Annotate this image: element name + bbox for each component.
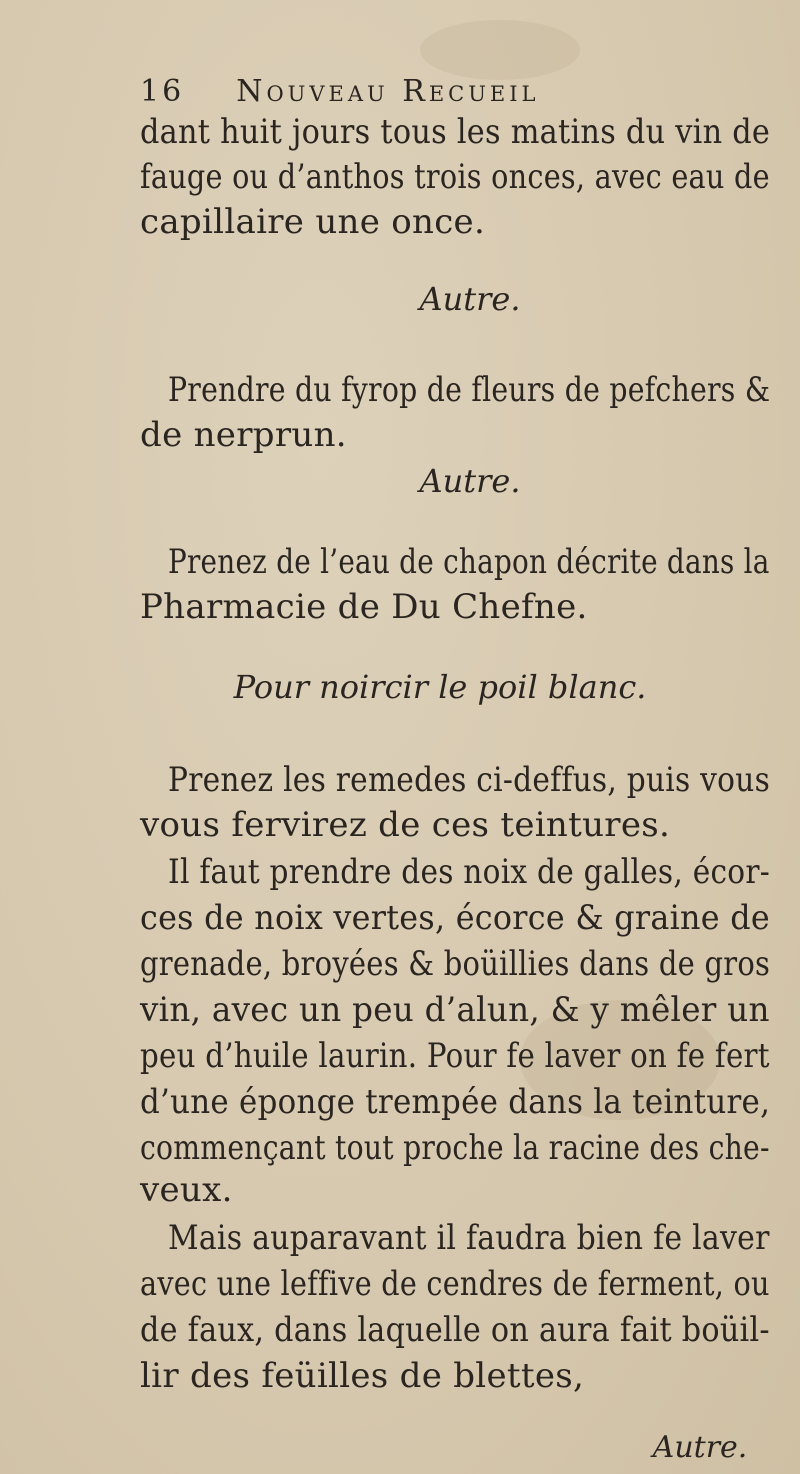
- text-line: fauge ou d’anthos trois onces, avec eau de: [140, 157, 770, 197]
- text-line: de nerprun.: [140, 415, 347, 455]
- section-heading: Pour noircir le poil blanc.: [233, 668, 647, 706]
- text-line: vin, avec un peu d’alun, & y mêler un: [140, 990, 770, 1030]
- paper-stain: [420, 20, 580, 80]
- section-heading: Autre.: [419, 462, 521, 500]
- running-title: Nouveau Recueil: [236, 74, 540, 109]
- text-line: Prendre du fyrop de fleurs de pefchers &: [168, 370, 771, 410]
- section-heading: Autre.: [652, 1430, 748, 1465]
- text-line: commençant tout proche la racine des che-: [140, 1128, 770, 1168]
- text-line: Prenez les remedes ci-deffus, puis vous: [168, 760, 771, 800]
- text-line: lir des feüilles de blettes,: [140, 1356, 585, 1396]
- text-line: avec une leffive de cendres de ferment, ou: [140, 1264, 770, 1304]
- text-line: de faux, dans laquelle on aura fait boüil-: [140, 1310, 770, 1350]
- text-line: Pharmacie de Du Chefne.: [140, 587, 588, 627]
- text-line: capillaire une once.: [140, 202, 486, 242]
- text-line: ces de noix vertes, écorce & graine de: [140, 898, 770, 938]
- text-line: Il faut prendre des noix de galles, écor-: [168, 852, 771, 892]
- text-line: d’une éponge trempée dans la teinture,: [140, 1082, 771, 1122]
- text-line: peu d’huile laurin. Pour fe laver on fe fert: [140, 1036, 770, 1076]
- text-line: veux.: [140, 1170, 233, 1210]
- page-number: 16: [140, 74, 185, 109]
- section-heading: Autre.: [419, 280, 521, 318]
- text-line: Mais auparavant il faudra bien fe laver: [168, 1218, 770, 1258]
- text-line: dant huit jours tous les matins du vin de: [140, 112, 771, 152]
- text-line: grenade, broyées & boüillies dans de gros: [140, 944, 771, 984]
- page-header: [140, 74, 540, 109]
- text-line: vous fervirez de ces teintures.: [140, 805, 671, 845]
- text-line: Prenez de l’eau de chapon décrite dans la: [168, 542, 770, 582]
